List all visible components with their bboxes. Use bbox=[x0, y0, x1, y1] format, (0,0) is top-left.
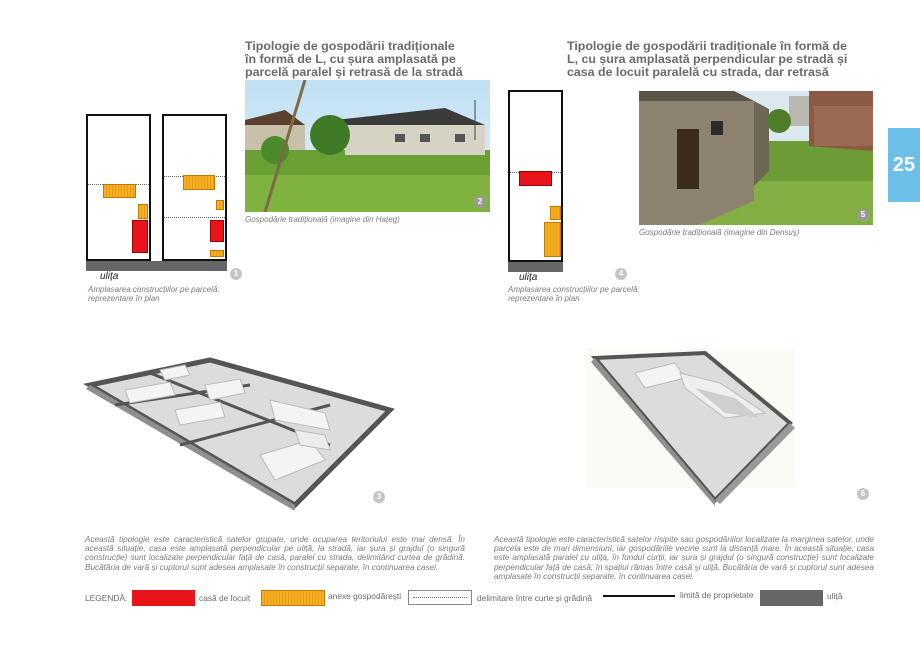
annex-c-small bbox=[550, 206, 561, 220]
legend-yard-boundary-label: delimitare între curte și grădină bbox=[477, 593, 592, 603]
road-label-left: ulița bbox=[100, 271, 119, 282]
figure-number-4: 4 bbox=[615, 268, 627, 280]
annex-b-small bbox=[216, 200, 224, 210]
road-label-right: ulița bbox=[519, 272, 538, 283]
right-plan-caption: Amplasarea construcțiilor pe parcelă: reprezentare în plan bbox=[508, 285, 640, 303]
legend-yard-boundary-line bbox=[413, 597, 467, 598]
left-title-line-3: parcelă paralel și retrasă de la stradă bbox=[245, 65, 463, 79]
right-title-line-3: casa de locuit paralelă cu strada, dar retrasă bbox=[567, 65, 829, 79]
road-strip-right bbox=[508, 262, 563, 272]
plot-b bbox=[162, 114, 227, 261]
left-plan-caption: Amplasarea construcțiilor pe parcelă: reprezentare în plan bbox=[88, 285, 220, 303]
annex-b-shed bbox=[210, 250, 224, 257]
left-title-line-1: Tipologie de gospodării tradiționale bbox=[245, 39, 455, 53]
figure-number-5: 5 bbox=[857, 209, 869, 221]
render-3d-left-image bbox=[80, 345, 400, 510]
annex-c-barn bbox=[544, 222, 561, 257]
legend-yard-boundary-swatch bbox=[408, 590, 472, 605]
figure-number-3: 3 bbox=[373, 491, 385, 503]
legend-property-line-label: limită de proprietate bbox=[680, 590, 754, 600]
photo-densus bbox=[639, 91, 873, 225]
left-plan-figure bbox=[85, 114, 245, 282]
figure-number-2: 2 bbox=[474, 196, 486, 208]
render-3d-left bbox=[80, 345, 400, 510]
legend-title: LEGENDĂ: bbox=[85, 593, 128, 603]
legend-road-swatch bbox=[760, 590, 823, 606]
plot-c bbox=[508, 90, 563, 262]
right-description: Această tipologie este caracteristică satelor risipite sau gospodăriilor localizate la marginea satelor, unde parcela este de mari dimensiuni, iar gospodăriile vecine sunt la distanță mare. În această situație, casa este amplasată paralel cu ulița, în fundul curții, iar șura și grajdul (o singură construcție) sunt localizate perpendicular față de casă, în spațiul rămas între casă și uliță. Bucătăria de vară și cuptorul sunt adesea amplasate în construcții separate, în continuarea casei. bbox=[494, 535, 874, 581]
annex-a-small bbox=[138, 204, 148, 219]
figure-number-6: 6 bbox=[857, 488, 869, 500]
photo-hateg bbox=[245, 80, 490, 212]
left-title bbox=[245, 40, 505, 79]
photo-densus-image bbox=[639, 91, 873, 225]
render-3d-right bbox=[585, 348, 875, 508]
house-a bbox=[132, 220, 148, 253]
house-b bbox=[210, 220, 224, 242]
left-photo-caption: Gospodărie tradițională (imagine din Hațeg) bbox=[245, 215, 400, 224]
legend-annex-label: anexe gospodărești bbox=[328, 591, 402, 601]
plot-a bbox=[86, 114, 151, 261]
legend-road-label: uliță bbox=[827, 591, 843, 601]
photo-hateg-image bbox=[245, 80, 490, 212]
right-photo-caption: Gospodărie tradițională (imagine din Densuș) bbox=[639, 228, 800, 237]
yard-boundary-b-2 bbox=[164, 217, 225, 218]
right-plan-figure bbox=[508, 90, 588, 283]
road-strip-left bbox=[86, 261, 227, 271]
legend-house-swatch bbox=[132, 590, 195, 606]
right-title-line-1: Tipologie de gospodării tradiționale în formă de bbox=[567, 39, 847, 53]
render-3d-right-image bbox=[585, 348, 875, 508]
house-c bbox=[519, 171, 552, 186]
page-number-tab bbox=[888, 128, 920, 202]
right-title bbox=[567, 40, 887, 79]
right-title-line-2: L, cu șura amplasată perpendicular pe stradă și bbox=[567, 52, 848, 66]
legend bbox=[85, 588, 875, 608]
figure-number-1: 1 bbox=[230, 268, 242, 280]
left-title-line-2: în formă de L, cu șura amplasată pe bbox=[245, 52, 456, 66]
page-number: 25 bbox=[892, 154, 916, 176]
legend-house-label: casă de locuit bbox=[199, 593, 251, 603]
left-description: Această tipologie este caracteristică satelor grupate, unde ocuparea teritoriului este mai densă. În această situație, casa este amplasată perpendicular pe uliță, la stradă, iar șura și grajdul (o singură construcție) sunt localizate perpendicular față de casă, paralel cu strada, delimitând curtea de grădină. Bucătăria de vară și cuptorul sunt adesea amplasate în construcții separate, în continuarea casei. bbox=[85, 535, 465, 572]
legend-annex-swatch bbox=[261, 590, 325, 606]
legend-property-line-swatch bbox=[603, 595, 675, 597]
annex-a-barn bbox=[103, 184, 136, 198]
annex-b-barn bbox=[183, 175, 215, 190]
